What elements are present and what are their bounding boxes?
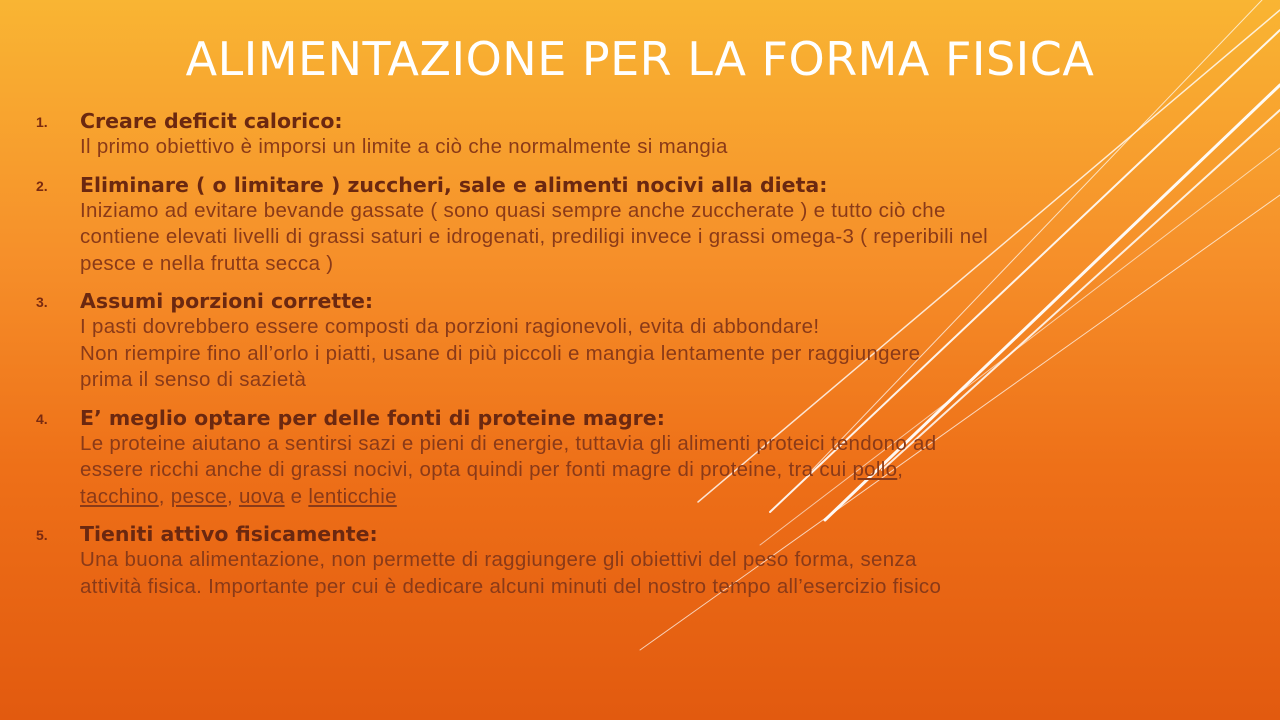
item-text-line: Iniziamo ad evitare bevande gassate ( sono quasi sempre anche zuccherate ) e tutto ciò che [80, 198, 946, 222]
link-conjunction: e [284, 484, 309, 508]
link-separator: , [158, 484, 171, 508]
item-text-line: Non riempire fino all’orlo i piatti, usane di più piccoli e mangia lentamente per raggiungere [80, 341, 921, 365]
numbered-list [36, 108, 1266, 611]
item-heading: Eliminare ( o limitare ) zuccheri, sale e alimenti nocivi alla dieta: [80, 172, 828, 197]
item-heading: E’ meglio optare per delle fonti di proteine magre: [80, 405, 665, 430]
item-heading: Creare deficit calorico: [80, 109, 343, 133]
link-lenticchie[interactable]: lenticchie [308, 484, 397, 508]
item-heading: Tieniti attivo fisicamente: [80, 522, 378, 546]
item-text-line [80, 457, 1266, 484]
item-number: 5. [36, 527, 48, 543]
item-heading: Assumi porzioni corrette: [80, 289, 374, 313]
item-text-line: prima il senso di sazietà [80, 368, 307, 391]
item-number: 3. [36, 294, 48, 310]
list-item [36, 108, 1266, 161]
item-number: 4. [36, 410, 48, 427]
item-text-line: Le proteine aiutano a sentirsi sazi e pieni di energie, tuttavia gli alimenti proteici tendono ad [80, 431, 937, 455]
link-uova[interactable]: uova [238, 484, 285, 508]
list-item [36, 288, 1266, 394]
item-text-line: attività fisica. Importante per cui è dedicare alcuni minuti del nostro tempo all’esercizio fisico [80, 574, 942, 598]
link-separator: , [226, 484, 239, 508]
list-item [36, 521, 1266, 600]
list-item [36, 405, 1266, 511]
item-text-line: Il primo obiettivo è imporsi un limite a ciò che normalmente si mangia [80, 135, 728, 158]
item-text-line [80, 484, 1266, 511]
list-item [36, 172, 1266, 278]
item-text-line: contiene elevati livelli di grassi saturi e idrogenati, prediligi invece i grassi omega-3 ( reperibili nel [80, 225, 989, 248]
item-text-segment: essere ricchi anche di grassi nocivi, opta quindi per fonti magre di proteine, tra cui [80, 458, 847, 481]
link-pesce[interactable]: pesce [170, 484, 227, 508]
slide-title: ALIMENTAZIONE PER LA FORMA FISICA [185, 32, 1095, 86]
item-number: 1. [36, 114, 48, 130]
item-text-line: pesce e nella frutta secca ) [80, 251, 334, 275]
link-pollo[interactable]: pollo [852, 458, 898, 481]
link-separator: , [897, 458, 904, 481]
item-text-line: Una buona alimentazione, non permette di raggiungere gli obiettivi del peso forma, senza [80, 548, 917, 571]
link-tacchino[interactable]: tacchino [80, 484, 159, 508]
item-number: 2. [36, 177, 48, 194]
item-text-line: I pasti dovrebbero essere composti da porzioni ragionevoli, evita di abbondare! [80, 315, 820, 338]
